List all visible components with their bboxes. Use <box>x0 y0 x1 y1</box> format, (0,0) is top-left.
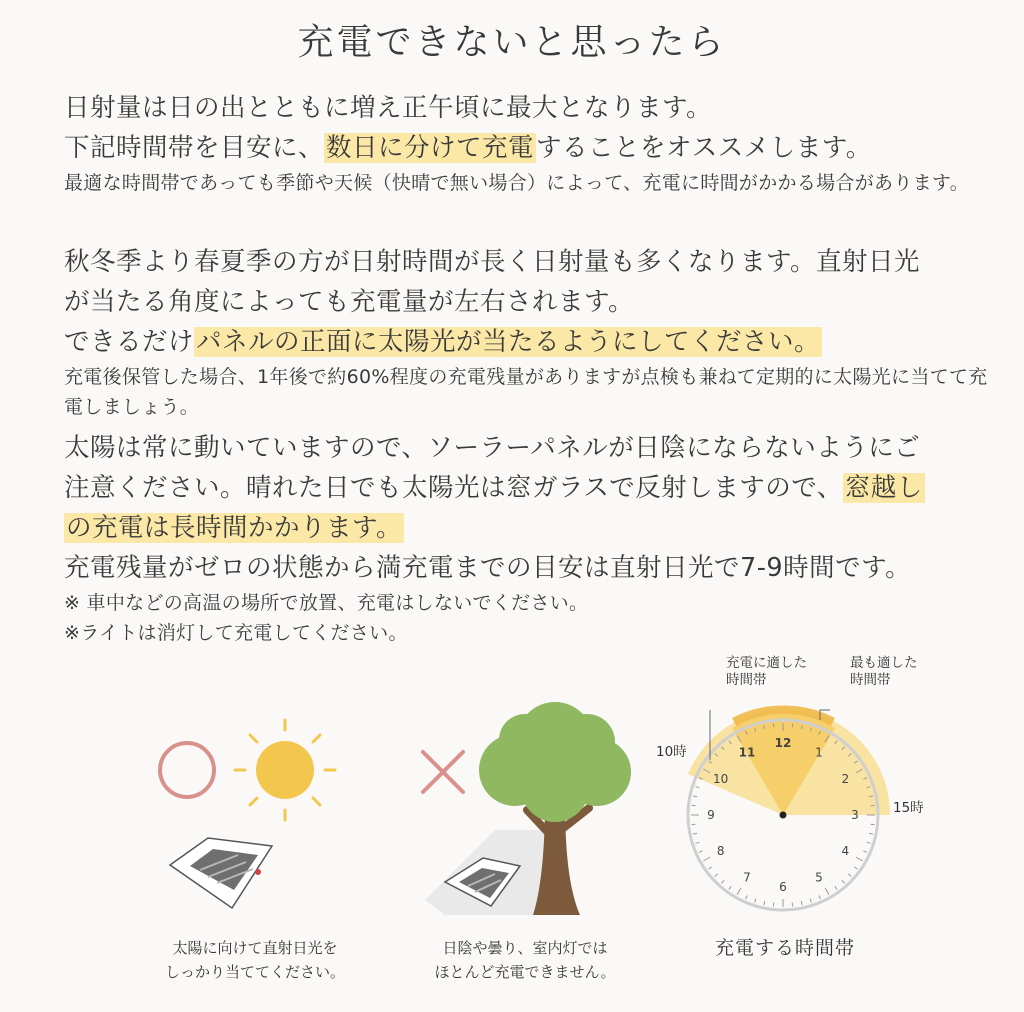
label-suitable-time <box>726 655 807 689</box>
text-line: が当たる角度によっても充電量が左右されます。 <box>64 287 634 317</box>
clock-number: 5 <box>815 870 823 885</box>
section-season <box>64 242 999 422</box>
clock-number: 6 <box>779 880 787 894</box>
clock-tick <box>867 842 871 843</box>
clock-number: 4 <box>841 844 850 858</box>
note-text: ※ 車中などの高温の場所で放置、充電はしないでください。 <box>64 592 589 614</box>
label-10: 10時 <box>656 744 687 760</box>
label-15: 15時 <box>893 800 924 816</box>
clock-tick <box>764 901 765 905</box>
bad-caption: 日陰や曇り、室内灯では ほとんど充電できません。 <box>434 939 616 981</box>
text-line <box>64 322 999 362</box>
text-fragment: 注意ください。晴れた日でも太陽光は窓ガラスで反射しますので、 <box>64 473 843 503</box>
clock-diagram <box>670 680 910 930</box>
clock-tick <box>696 787 700 788</box>
clock-tick <box>709 867 712 869</box>
clock-tick <box>715 874 718 877</box>
text-line <box>64 508 999 548</box>
text-line: 日射量は日の出とともに増え正午頃に最大となります。 <box>64 93 712 123</box>
label-text: 最も適した 時間帯 <box>850 655 918 688</box>
note-text: 最適な時間帯であっても季節や天候（快晴で無い場合）によって、充電に時間がかかる場合があります。 <box>64 172 970 194</box>
text-line <box>64 128 999 168</box>
clock-tick <box>819 895 821 899</box>
text-fragment: できるだけ <box>64 327 195 357</box>
clock-tick <box>835 886 837 889</box>
highlight-text: パネルの正面に太陽光が当たるようにしてください。 <box>196 327 821 357</box>
clock-number: 12 <box>774 736 792 750</box>
text-line: 太陽は常に動いていますので、ソーラーパネルが日陰にならないようにご <box>64 433 921 463</box>
good-caption: 太陽に向けて直射日光を しっかり当ててください。 <box>164 939 345 981</box>
clock-tick <box>801 901 802 905</box>
highlight-text: の充電は長時間かかります。 <box>66 513 402 543</box>
clock-number: 9 <box>707 808 715 822</box>
bad-example <box>405 680 640 920</box>
section-daylight <box>64 88 999 198</box>
text-line <box>64 468 999 508</box>
clock-tick <box>755 899 756 903</box>
clock-center <box>780 812 787 819</box>
clock-number: 8 <box>716 844 725 858</box>
highlight-text: 窓越し <box>844 473 923 503</box>
text-fragment: することをオススメします。 <box>536 133 872 163</box>
solar-panel-icon <box>170 838 272 908</box>
clock-tick <box>737 888 741 895</box>
ng-cross-icon <box>423 752 463 792</box>
page-title: 充電できないと思ったら <box>297 22 727 63</box>
highlight-text: 数日に分けて充電 <box>326 133 535 163</box>
clock-tick <box>856 857 863 861</box>
clock-tick <box>842 880 845 883</box>
ok-circle-icon <box>160 743 214 797</box>
charging-illustration <box>0 640 1024 1012</box>
label-best-time <box>850 655 918 689</box>
clock-tick <box>869 833 873 834</box>
clock-tick <box>699 851 703 853</box>
clock-number: 7 <box>743 870 751 885</box>
clock-number: 2 <box>841 772 850 786</box>
clock-tick <box>729 886 731 889</box>
clock-tick <box>854 867 857 869</box>
clock-tick <box>693 796 697 797</box>
clock-number: 1 <box>815 745 823 760</box>
clock-number: 10 <box>713 772 729 786</box>
text-line: 秋冬季より春夏季の方が日射時間が長く日射量も多くなります。直射日光 <box>64 247 920 277</box>
sun-icon <box>235 720 335 820</box>
clock-tick <box>863 851 867 853</box>
clock-tick <box>746 895 748 899</box>
clock-number: 3 <box>851 808 859 822</box>
clock-tick <box>703 857 710 861</box>
clock-number: 11 <box>738 745 756 760</box>
note-text: ※ライトは消灯して充電してください。 <box>64 622 408 644</box>
good-example <box>140 700 370 920</box>
clock-tick <box>696 842 700 843</box>
clock-tick <box>721 880 724 883</box>
clock-caption: 充電する時間帯 <box>714 937 855 959</box>
clock-tick <box>693 833 697 834</box>
note-text: 充電後保管した場合、1年後で約60%程度の充電残量がありますが点検も兼ねて定期的に太陽光に当てて充電しましょう。 <box>64 366 988 418</box>
section-shade <box>64 428 999 648</box>
clock-tick <box>848 874 851 877</box>
clock-tick <box>810 899 811 903</box>
label-text: 充電に適した 時間帯 <box>726 655 807 688</box>
clock-tick <box>825 888 829 895</box>
text-line: 充電残量がゼロの状態から満充電までの目安は直射日光で7-9時間です。 <box>64 553 912 583</box>
text-fragment: 下記時間帯を目安に、 <box>64 133 325 163</box>
